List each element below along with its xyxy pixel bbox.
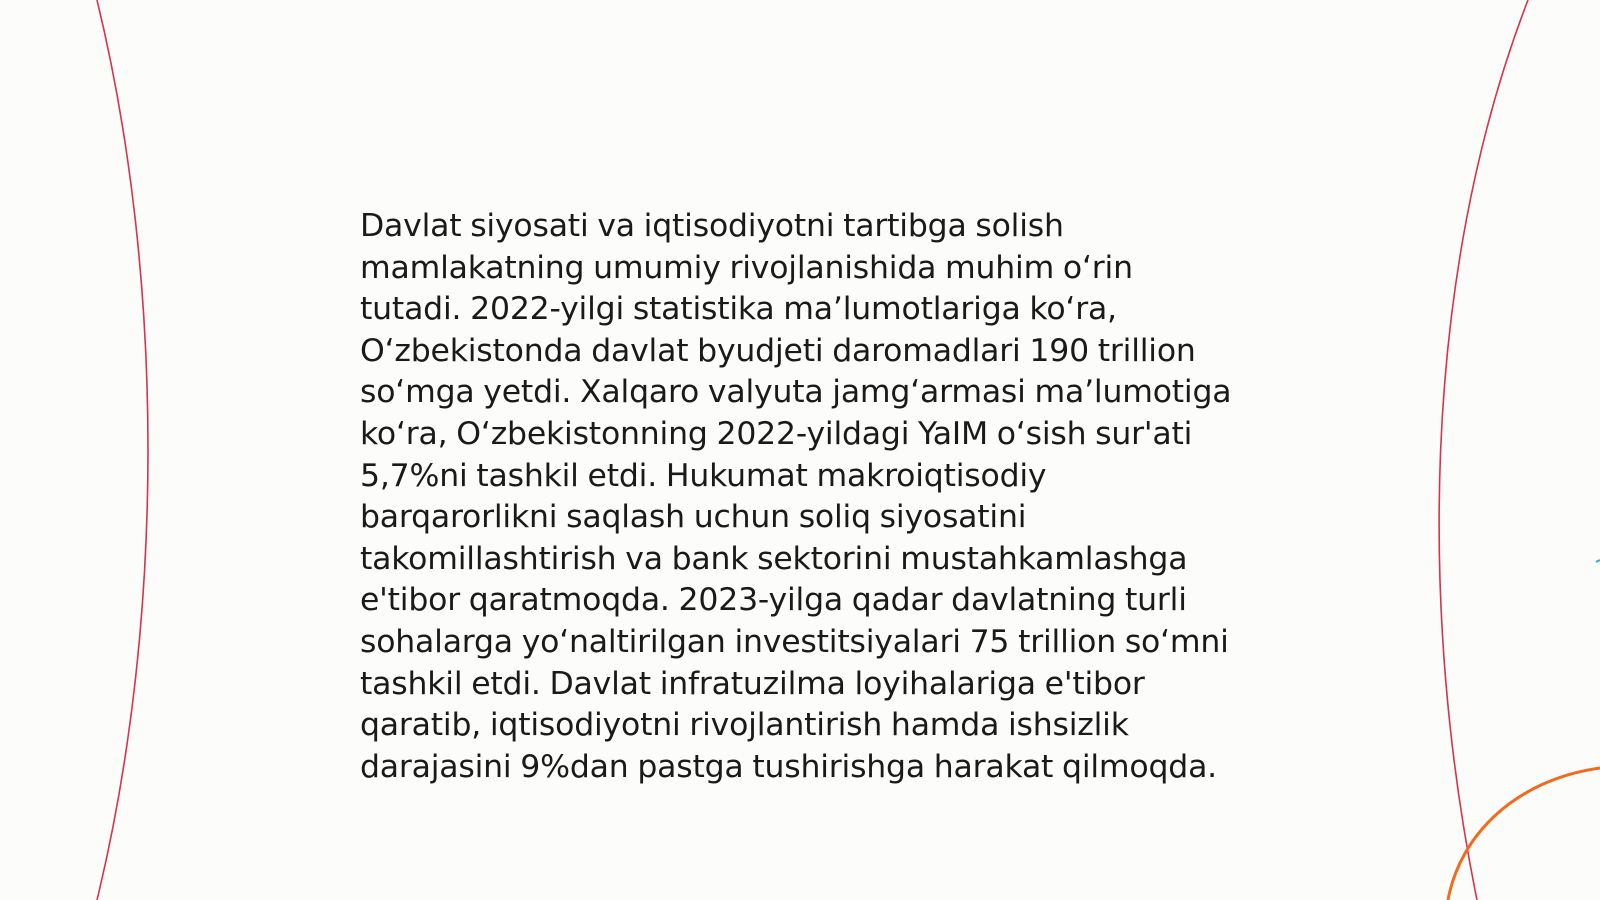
right-red-arc: [1439, 0, 1528, 900]
bottom-right-orange-arc: [1448, 768, 1600, 900]
left-red-arc: [97, 0, 148, 900]
right-teal-accent: [1596, 560, 1600, 562]
body-paragraph: Davlat siyosati va iqtisodiyotni tartibga solish mamlakatning umumiy rivojlanishida muhim o‘rin tutadi. 2022-yilgi statistika ma’lumotlariga ko‘ra, O‘zbekistonda davlat byudjeti daromadlari 190 trillion so‘mga yetdi. Xalqaro valyuta jamg‘armasi ma’lumotiga ko‘ra, O‘zbekistonning 2022-yildagi YaIM o‘sish sur'ati 5,7%ni tashkil etdi. Hukumat makroiqtisodiy barqarorlikni saqlash uchun soliq siyosatini takomillashtirish va bank sektorini mustahkamlashga e'tibor qaratmoqda. 2023-yilga qadar davlatning turli sohalarga yo‘naltirilgan investitsiyalari 75 trillion so‘mni tashkil etdi. Davlat infratuzilma loyihalariga e'tibor qaratib, iqtisodiyotni rivojlantirish hamda ishsizlik darajasini 9%dan pastga tushirishga harakat qilmoqda.: [360, 208, 1232, 785]
